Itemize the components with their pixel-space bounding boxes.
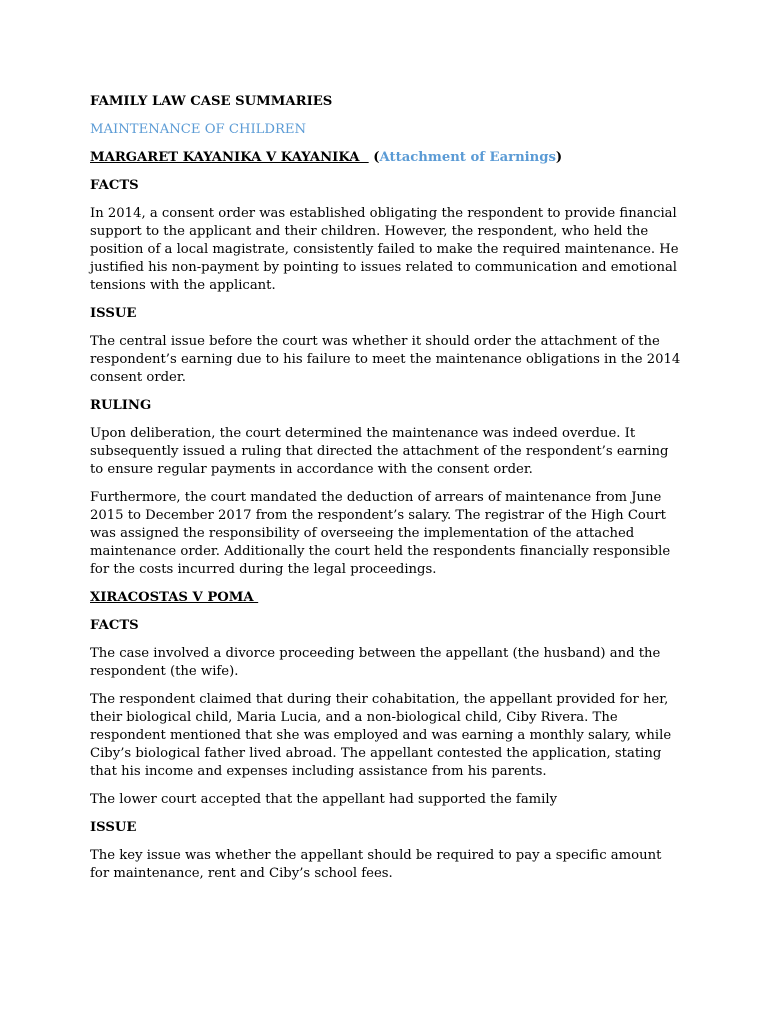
facts-paragraph-2a: The case involved a divorce proceeding between the appellant (the husband) and the respondent (the wife).	[90, 646, 661, 679]
case-title-xiracostas: XIRACOSTAS V POMA	[90, 590, 259, 605]
document-page	[90, 93, 682, 893]
paren-open: (	[368, 150, 380, 165]
facts-paragraph-2b: The respondent claimed that during their cohabitation, the appellant provided for her, their biological child, Maria Lucia, and a non-biological child, Ciby Rivera. The respondent mentioned that she was employed and was earning a monthly salary, while Ciby’s biological father lived abroad. The appellant contested the application, stating that his income and expenses including assistance from his parents.	[90, 692, 672, 779]
paren-close: )	[555, 150, 563, 165]
case-name: MARGARET KAYANIKA V KAYANIKA	[90, 150, 369, 165]
document-title: FAMILY LAW CASE SUMMARIES	[90, 94, 333, 109]
section-heading: MAINTENANCE OF CHILDREN	[90, 122, 307, 137]
case-title-kayanika	[90, 149, 682, 167]
facts-paragraph-2c: The lower court accepted that the appellant had supported the family	[90, 792, 558, 807]
issue-paragraph-2: The key issue was whether the appellant should be required to pay a specific amount for maintenance, rent and Ciby’s school fees.	[90, 848, 662, 881]
ruling-paragraph-1: Upon deliberation, the court determined the maintenance was indeed overdue. It subsequently issued a ruling that directed the attachment of the respondent’s earning to ensure regular payments in accordance with the consent order.	[90, 426, 669, 477]
issue-paragraph: The central issue before the court was whether it should order the attachment of the respondent’s earning due to his failure to meet the maintenance obligations in the 2014 consent order.	[90, 334, 681, 385]
issue-heading: ISSUE	[90, 306, 137, 321]
issue-heading-2: ISSUE	[90, 820, 137, 835]
case-topic: Attachment of Earnings	[379, 150, 556, 165]
facts-paragraph: In 2014, a consent order was established obligating the respondent to provide financial support to the applicant and their children. However, the respondent, who held the position of a local magistrate, consistently failed to make the required maintenance. He justified his non-payment by pointing to issues related to communication and emotional tensions with the applicant.	[90, 206, 679, 293]
facts-heading-2: FACTS	[90, 618, 139, 633]
facts-heading: FACTS	[90, 178, 139, 193]
ruling-paragraph-2: Furthermore, the court mandated the deduction of arrears of maintenance from June 2015 to December 2017 from the respondent’s salary. The registrar of the High Court was assigned the responsibility of overseeing the implementation of the attached maintenance order. Additionally the court held the respondents financially responsible for the costs incurred during the legal proceedings.	[90, 490, 671, 577]
ruling-heading: RULING	[90, 398, 152, 413]
